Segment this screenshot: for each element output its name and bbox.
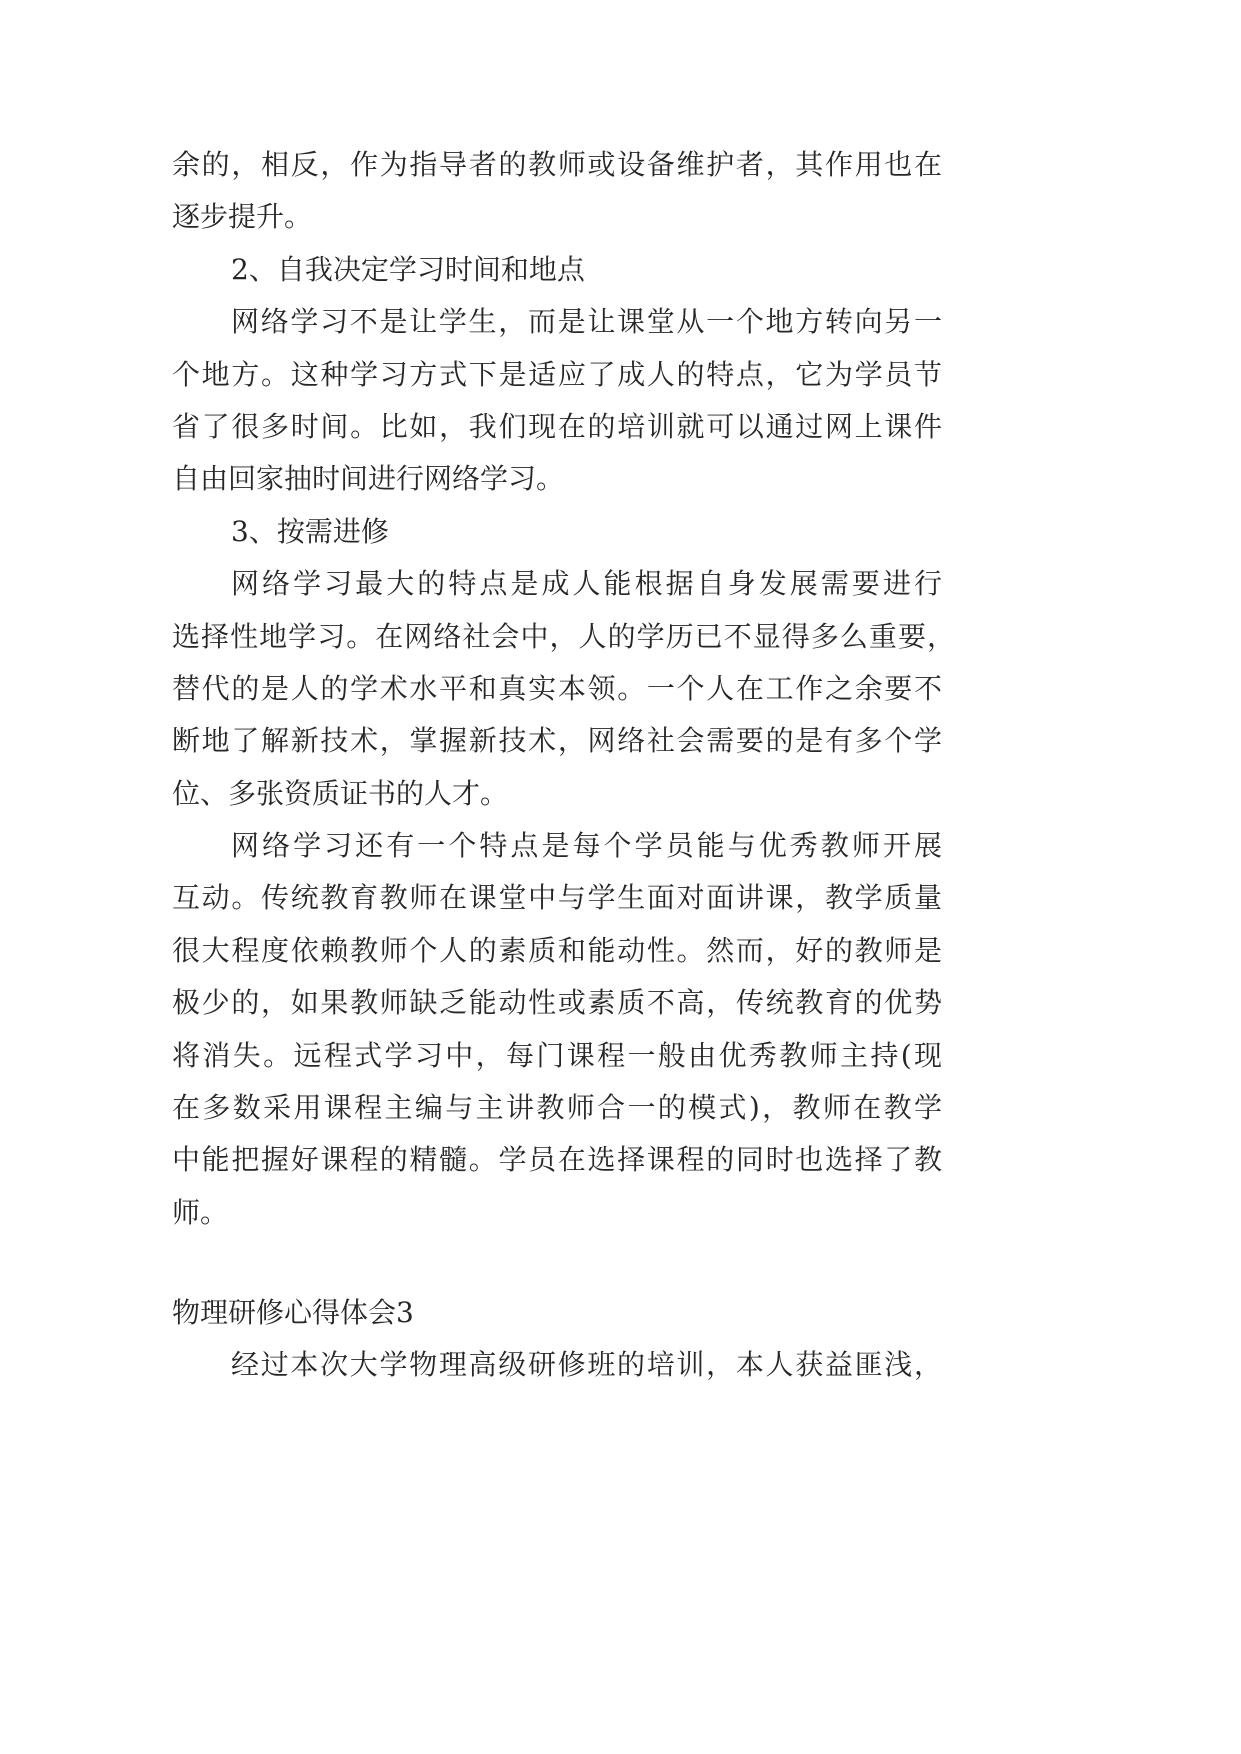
text-line: 将消失。远程式学习中，每门课程一般由优秀教师主持(现 xyxy=(172,1038,942,1072)
text-line: 替代的是人的学术水平和真实本领。一个人在工作之余要不 xyxy=(172,671,942,705)
document-page xyxy=(172,139,955,1392)
text-line: 网络学习最大的特点是成人能根据自身发展需要进行 xyxy=(231,567,942,601)
text-line: 中能把握好课程的精髓。学员在选择课程的同时也选择了教 xyxy=(172,1143,942,1177)
numbered-subheading: 3、按需进修 xyxy=(231,514,389,548)
text-line: 自由回家抽时间进行网络学习。 xyxy=(172,462,565,496)
text-line: 师。 xyxy=(172,1195,229,1229)
text-line: 省了很多时间。比如，我们现在的培训就可以通过网上课件 xyxy=(172,409,942,443)
text-line: 在多数采用课程主编与主讲教师合一的模式)，教师在教学 xyxy=(172,1091,942,1125)
text-line: 经过本次大学物理高级研修班的培训，本人获益匪浅， xyxy=(231,1348,942,1382)
text-line: 余的，相反，作为指导者的教师或设备维护者，其作用也在 xyxy=(172,148,942,181)
text-line: 逐步提升。 xyxy=(172,200,313,234)
text-line: 互动。传统教育教师在课堂中与学生面对面讲课，教学质量 xyxy=(172,881,942,915)
text-line: 位、多张资质证书的人才。 xyxy=(172,776,509,810)
section-spacer xyxy=(172,1239,942,1287)
numbered-subheading: 2、自我决定学习时间和地点 xyxy=(231,252,585,286)
text-line: 选择性地学习。在网络社会中，人的学历已不显得多么重要， xyxy=(172,619,955,653)
section-heading: 物理研修心得体会3 xyxy=(172,1295,414,1329)
text-line: 网络学习还有一个特点是每个学员能与优秀教师开展 xyxy=(231,829,942,863)
text-line: 个地方。这种学习方式下是适应了成人的特点，它为学员节 xyxy=(172,357,942,391)
text-line: 断地了解新技术，掌握新技术，网络社会需要的是有多个学 xyxy=(172,724,942,758)
text-line: 极少的，如果教师缺乏能动性或素质不高，传统教育的优势 xyxy=(172,986,942,1020)
text-line: 网络学习不是让学生，而是让课堂从一个地方转向另一 xyxy=(231,305,942,339)
text-line: 很大程度依赖教师个人的素质和能动性。然而，好的教师是 xyxy=(172,933,942,967)
